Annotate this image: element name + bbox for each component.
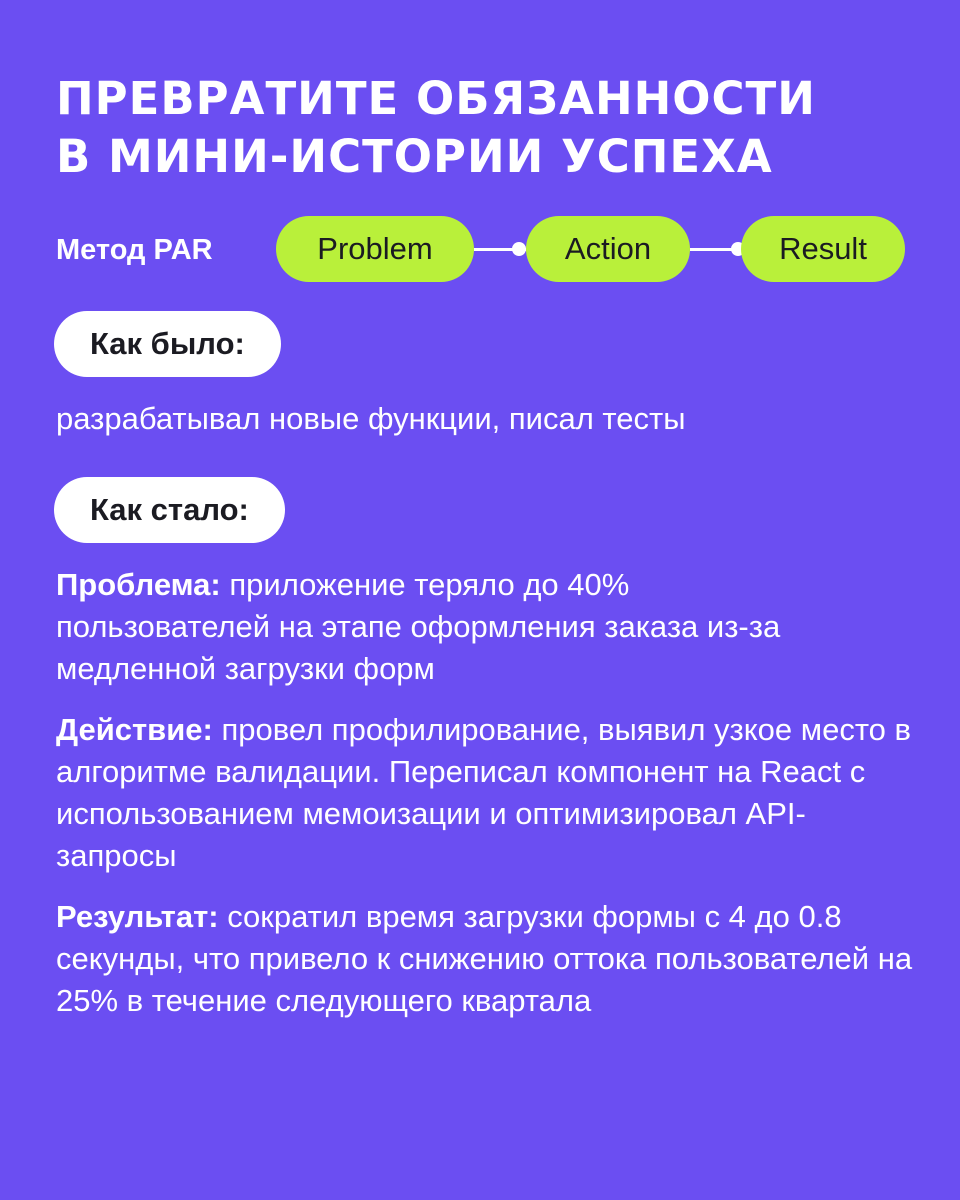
problem-label: Проблема:: [56, 567, 221, 602]
problem-paragraph: [56, 564, 846, 690]
problem-text: приложение теряло до 40% пользователей на этапе оформления заказа из-за медленной загрузки форм: [56, 567, 781, 686]
action-text: провел профилирование, выявил узкое место в алгоритме валидации. Переписал компонент на React с использованием мемоизации и оптимизировал API-запросы: [56, 712, 911, 873]
before-badge: Как было:: [54, 311, 281, 377]
step-problem: Problem: [276, 216, 474, 282]
action-label: Действие:: [56, 712, 213, 747]
step-action: Action: [526, 216, 690, 282]
page-title: [56, 70, 816, 186]
result-text: сократил время загрузки формы с 4 до 0.8 секунды, что привело к снижению оттока пользователей на 25% в течение следующего квартала: [56, 899, 913, 1018]
connector-dot-1: [512, 242, 526, 256]
title-line-2: В МИНИ-ИСТОРИИ УСПЕХА: [56, 130, 773, 183]
before-text: разрабатывал новые функции, писал тесты: [56, 401, 686, 436]
method-label: Метод PAR: [56, 234, 213, 266]
title-line-1: ПРЕВРАТИТЕ ОБЯЗАННОСТИ: [56, 72, 816, 125]
result-paragraph: [56, 896, 926, 1022]
after-badge: Как стало:: [54, 477, 285, 543]
step-result: Result: [741, 216, 905, 282]
action-paragraph: [56, 709, 926, 877]
result-label: Результат:: [56, 899, 219, 934]
